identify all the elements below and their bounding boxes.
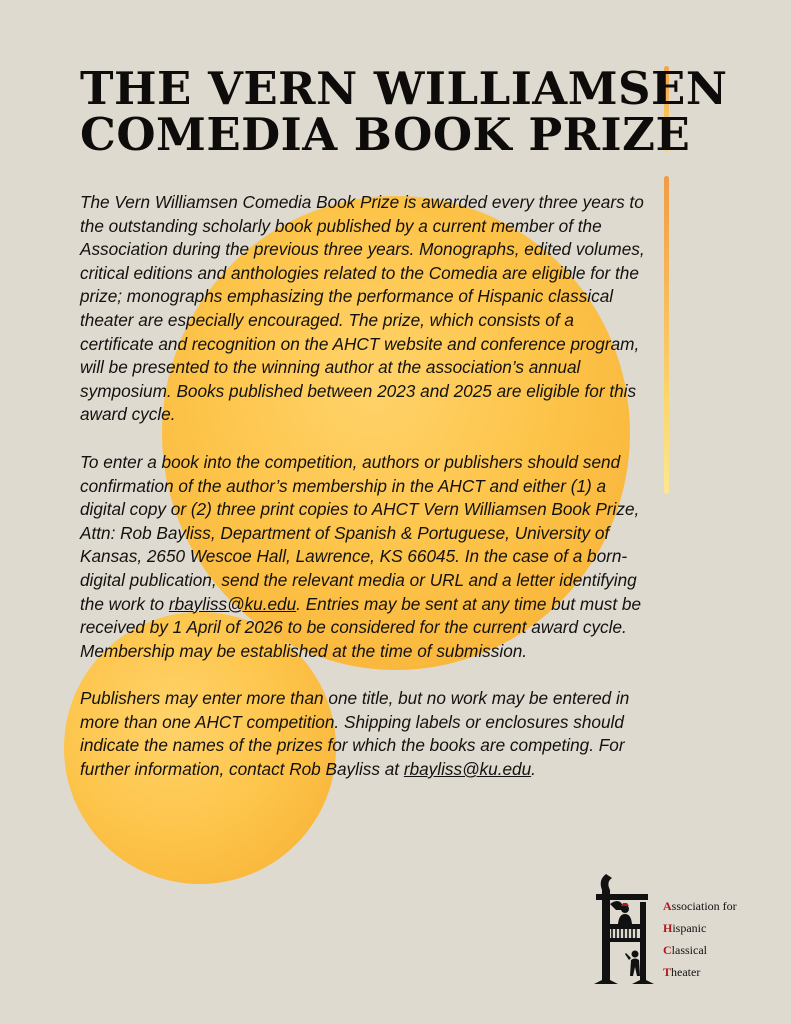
contact-text-end: . — [531, 759, 536, 780]
email-link[interactable]: rbayliss@ku.edu — [168, 593, 297, 614]
submission-text: To enter a book into the competition, authors or publishers should send confirmation of the author’s membership in the AHCT and either (1) a digital copy or (2) three print copies to AHCT Vern Williamsen Book Prize, Attn: Rob Bayliss, Department of Spanish & Portuguese, University of Kansas, 2650 Wescoe Hall, Lawrence, KS 66045. In the case of a born-digital publication, send the relevant media or URL and a letter identifying the work to — [80, 451, 640, 614]
title-line-2: COMEDIA BOOK PRIZE — [80, 108, 691, 161]
accent-bar-long — [664, 176, 669, 494]
organization-name — [663, 895, 737, 983]
logo-line-2: Hispanic — [663, 921, 707, 935]
title-line-1: THE VERN WILLIAMSEN — [80, 62, 728, 115]
page-title — [80, 62, 728, 161]
prize-description — [80, 191, 652, 806]
paragraph-submission — [80, 451, 652, 663]
logo-line-4: Theater — [663, 965, 701, 979]
paragraph-contact — [80, 687, 652, 781]
contact-text: Publishers may enter more than one title, but no work may be entered in more than one AHCT competition. Shipping labels or enclosures should indicate the names of the prizes for which the books are competing. For further information, contact Rob Bayliss at — [80, 688, 630, 780]
paragraph-eligibility: The Vern Williamsen Comedia Book Prize is awarded every three years to the outstanding scholarly book published by a current member of the Association during the previous three years. Monographs, edited volumes, critical editions and anthologies related to the Comedia are eligible for the prize; monographs emphasizing the performance of Hispanic classical theater are especially encouraged. The prize, which consists of a certificate and recognition on the AHCT website and conference program, will be presented to the winning author at the association’s annual symposium. Books published between 2023 and 2025 are eligible for this award cycle. — [80, 192, 645, 425]
contact-email-link[interactable]: rbayliss@ku.edu — [403, 759, 532, 780]
submission-text-end: . Entries may be sent at any time but must be received by 1 April of 2026 to be considered for the current award cycle. Membership may be established at the time of submission. — [80, 593, 642, 661]
logo-line-3: Classical — [663, 943, 707, 957]
logo-line-1: Association for — [663, 899, 737, 913]
